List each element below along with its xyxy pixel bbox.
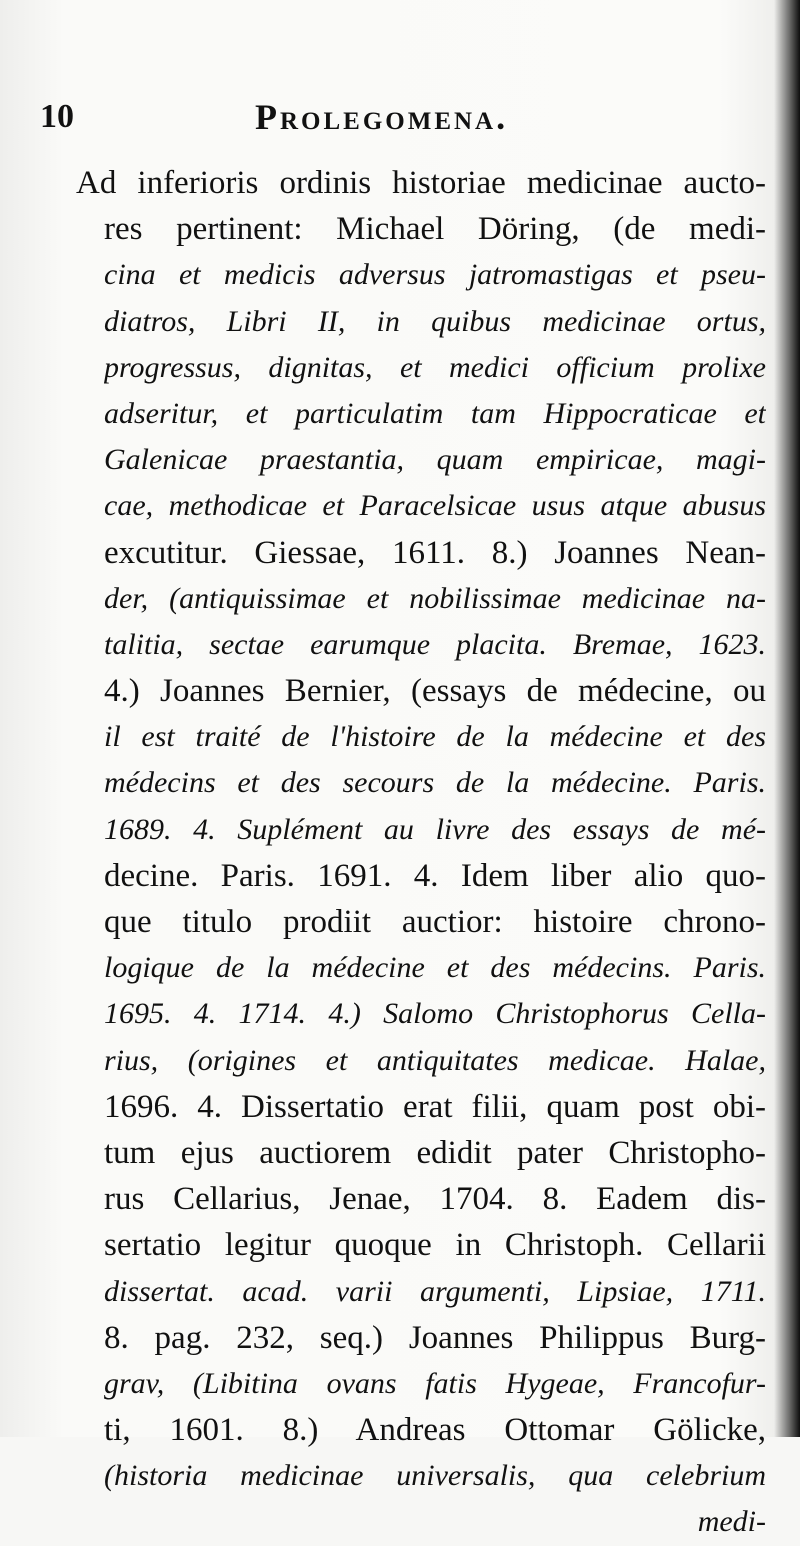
text-line: decine. Paris. 1691. 4. Idem liber alio quo- <box>104 857 766 894</box>
text-line: ti, 1601. 8.) Andreas Ottomar Gölicke, <box>104 1412 766 1449</box>
binding-shadow <box>774 0 800 1437</box>
text-line: 1696. 4. Dissertatio erat filii, quam post obi- <box>104 1088 766 1125</box>
text-line: cae, methodicae et Paracelsicae usus atque abusus <box>104 489 766 523</box>
text-line: adseritur, et particulatim tam Hippocraticae et <box>104 396 766 430</box>
text-line: médecins et des secours de la médecine. Paris. <box>104 766 766 800</box>
page-header <box>40 92 760 152</box>
text-line: res pertinent: Michael Döring, (de medi- <box>104 211 766 248</box>
text-line: 1689. 4. Suplément au livre des essays de mé- <box>104 812 766 846</box>
text-line: logique de la médecine et des médecins. Paris. <box>104 951 766 985</box>
text-line: diatros, Libri II, in quibus medicinae ortus, <box>104 304 766 338</box>
text-line: (historia medicinae universalis, qua celebrium <box>104 1459 766 1493</box>
text-line: grav, (Libitina ovans fatis Hygeae, Francofur- <box>104 1366 766 1400</box>
text-line: progressus, dignitas, et medici officium prolixe <box>104 350 766 384</box>
text-line: 8. pag. 232, seq.) Joannes Philippus Burg- <box>104 1319 766 1356</box>
text-line: tum ejus auctiorem edidit pater Christopho- <box>104 1134 766 1171</box>
text-line: cina et medicis adversus jatromastigas et pseu- <box>104 258 766 292</box>
page-number: 10 <box>40 98 74 135</box>
text-line: 1695. 4. 1714. 4.) Salomo Christophorus Cella- <box>104 997 766 1031</box>
text-line: que titulo prodiit auctior: histoire chrono- <box>104 904 766 940</box>
text-line: excutitur. Giessae, 1611. 8.) Joannes Nean- <box>104 534 766 571</box>
text-line: sertatio legitur quoque in Christoph. Cellarii <box>104 1227 766 1264</box>
text-line: rius, (origines et antiquitates medicae. Halae, <box>104 1043 766 1077</box>
text-line: Ad inferioris ordinis historiae medicinae aucto- <box>76 165 766 201</box>
text-line: der, (antiquissimae et nobilissimae medicinae na- <box>104 581 766 615</box>
text-line: 4.) Joannes Bernier, (essays de médecine, ou <box>104 673 766 710</box>
text-line: dissertat. acad. varii argumenti, Lipsiae, 1711. <box>104 1274 766 1308</box>
text-line: Galenicae praestantia, quam empiricae, magi- <box>104 443 766 477</box>
text-line: il est traité de l'histoire de la médecine et des <box>104 720 766 754</box>
text-line: rus Cellarius, Jenae, 1704. 8. Eadem dis- <box>104 1181 766 1218</box>
running-head: Prolegomena. <box>255 97 509 137</box>
catchword: medi- <box>697 1505 766 1539</box>
text-line: talitia, sectae earumque placita. Bremae, 1623. <box>104 627 766 661</box>
body-text <box>76 160 766 1546</box>
